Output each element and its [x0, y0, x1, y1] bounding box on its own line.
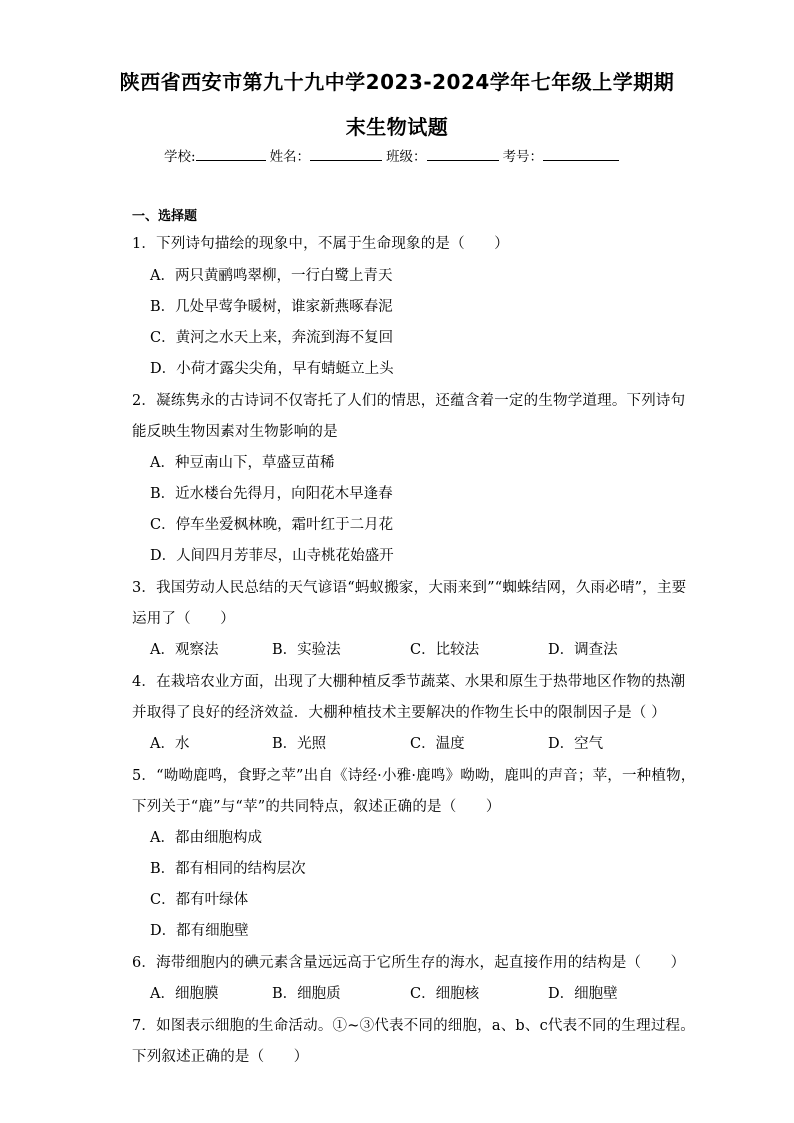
question-2-option-a: A．种豆南山下，草盛豆苗稀 [150, 455, 335, 471]
question-6-option-b: B．细胞质 [272, 986, 341, 1002]
question-2-option-d: D．人间四月芳菲尽，山寺桃花始盛开 [150, 548, 394, 564]
question-4-option-b: B．光照 [272, 736, 327, 752]
question-1-option-b: B．几处早莺争暖树，谁家新燕啄春泥 [150, 299, 393, 315]
section-heading: 一、选择题 [132, 209, 198, 224]
question-4-stem-line1: 4．在栽培农业方面，出现了大棚种植反季节蔬菜、水果和原生于热带地区作物的热潮 [132, 674, 686, 690]
question-3-option-a: A．观察法 [150, 642, 219, 658]
question-7-stem-line1: 7．如图表示细胞的生命活动。①~③代表不同的细胞，a、b、c代表不同的生理过程。 [132, 1018, 695, 1034]
student-info-row [164, 145, 623, 165]
question-5-option-b: B．都有相同的结构层次 [150, 861, 306, 877]
question-7-stem-line2: 下列叙述正确的是（ ） [132, 1049, 309, 1065]
question-5-option-a: A．都由细胞构成 [150, 830, 262, 846]
question-6-option-a: A．细胞膜 [150, 986, 219, 1002]
question-1-option-c: C．黄河之水天上来，奔流到海不复回 [150, 330, 394, 346]
exam-title-line2: 末生物试题 [345, 115, 449, 139]
question-4-option-d: D．空气 [548, 736, 604, 752]
question-2-stem-line1: 2．凝练隽永的古诗词不仅寄托了人们的情思，还蕴含着一定的生物学道理。下列诗句 [132, 393, 686, 409]
question-4-stem-line2: 并取得了良好的经济效益．大棚种植技术主要解决的作物生长中的限制因子是（ ） [132, 705, 667, 721]
question-2-option-b: B．近水楼台先得月，向阳花木早逢春 [150, 486, 393, 502]
exam-number-label: 考号： [502, 149, 544, 165]
question-4-option-c: C．温度 [410, 736, 465, 752]
question-1-option-a: A．两只黄鹂鸣翠柳，一行白鹭上青天 [150, 268, 393, 284]
question-2-option-c: C．停车坐爱枫林晚，霜叶红于二月花 [150, 517, 394, 533]
exam-title-line1: 陕西省西安市第九十九中学2023-2024学年七年级上学期期 [119, 70, 675, 94]
school-blank[interactable] [196, 146, 266, 161]
question-5-stem-line1: 5．“呦呦鹿鸣，食野之苹”出自《诗经·小雅·鹿鸣》呦呦，鹿叫的声音；苹，一种植物， [132, 768, 696, 784]
question-6-option-c: C．细胞核 [410, 986, 480, 1002]
class-blank[interactable] [427, 146, 499, 161]
question-3-option-c: C．比较法 [410, 642, 480, 658]
question-1-option-d: D．小荷才露尖尖角，早有蜻蜓立上头 [150, 361, 394, 377]
question-3-stem-line2: 运用了（ ） [132, 611, 235, 627]
class-label: 班级： [386, 149, 427, 165]
exam-number-blank[interactable] [543, 146, 619, 161]
question-2-stem-line2: 能反映生物因素对生物影响的是 [132, 424, 338, 440]
question-1-stem: 1．下列诗句描绘的现象中，不属于生命现象的是（ ） [132, 236, 509, 252]
question-5-option-d: D．都有细胞壁 [150, 923, 249, 939]
question-5-stem-line2: 下列关于“鹿”与“苹”的共同特点，叙述正确的是（ ） [132, 799, 501, 815]
question-5-option-c: C．都有叶绿体 [150, 892, 249, 908]
question-3-option-d: D．调查法 [548, 642, 618, 658]
school-label: 学校: [164, 149, 196, 165]
name-blank[interactable] [310, 146, 382, 161]
name-label: 姓名： [269, 149, 311, 165]
question-6-stem: 6．海带细胞内的碘元素含量远远高于它所生存的海水，起直接作用的结构是（ ） [132, 955, 686, 971]
question-3-stem-line1: 3．我国劳动人民总结的天气谚语“蚂蚁搬家，大雨来到”“蜘蛛结网，久雨必晴”，主要 [132, 580, 687, 596]
question-4-option-a: A．水 [150, 736, 190, 752]
question-3-option-b: B．实验法 [272, 642, 341, 658]
question-6-option-d: D．细胞壁 [548, 986, 618, 1002]
